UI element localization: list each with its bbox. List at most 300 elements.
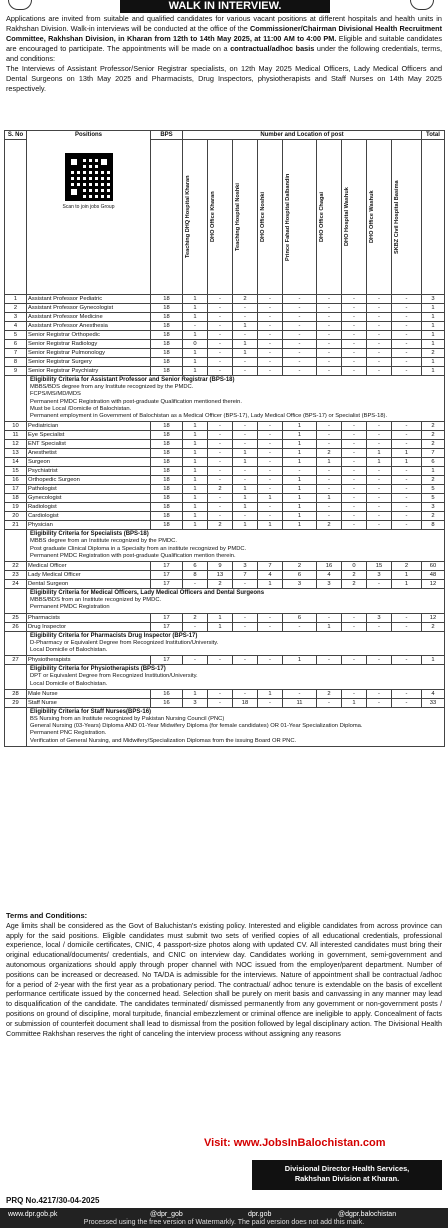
table-cell: 1	[183, 422, 208, 431]
eligibility-title: Eligibility Criteria for Pharmacists Drug Inspector (BPS-17)	[30, 632, 198, 639]
table-cell: -	[258, 304, 283, 313]
eligibility-line: Must be Local /Domicile of Balochistan.	[30, 405, 132, 412]
table-cell: 2	[233, 295, 258, 304]
table-cell: 13	[208, 571, 233, 580]
table-cell: 16	[317, 562, 342, 571]
table-cell: -	[233, 689, 258, 698]
table-row	[5, 698, 445, 707]
table-cell: 11	[283, 698, 317, 707]
position-name: Senior Registrar Radiology	[27, 340, 151, 349]
table-cell: 23	[5, 571, 27, 580]
signature-block	[252, 1160, 442, 1190]
table-row	[5, 295, 445, 304]
table-cell: -	[392, 622, 422, 631]
table-cell: -	[208, 449, 233, 458]
table-cell: -	[342, 503, 367, 512]
table-cell: 12	[422, 613, 445, 622]
table-cell: -	[317, 613, 342, 622]
table-cell: -	[342, 494, 367, 503]
table-cell: 1	[183, 358, 208, 367]
table-cell: -	[367, 340, 392, 349]
table-cell: -	[367, 295, 392, 304]
table-cell: 15	[367, 562, 392, 571]
table-cell: -	[208, 322, 233, 331]
table-cell: 1	[283, 656, 317, 665]
crit-blank	[5, 530, 27, 562]
crit-blank	[5, 376, 27, 422]
crit-blank	[5, 665, 27, 690]
table-cell: 1	[283, 485, 317, 494]
table-cell: -	[283, 349, 317, 358]
eligibility-line: Permanent PMDC Registration	[30, 604, 110, 611]
terms-section	[6, 911, 442, 1038]
table-cell: 1	[183, 313, 208, 322]
table-row	[5, 313, 445, 322]
table-cell: -	[233, 313, 258, 322]
table-cell: -	[392, 467, 422, 476]
table-cell: 18	[151, 431, 183, 440]
table-cell: 1	[392, 458, 422, 467]
table-cell: -	[392, 358, 422, 367]
table-cell: 2	[208, 580, 233, 589]
table-cell: -	[367, 304, 392, 313]
qr-caption: Scan to join jobs Group	[62, 204, 115, 210]
table-cell: -	[392, 340, 422, 349]
table-cell: 2	[208, 521, 233, 530]
table-cell: -	[233, 622, 258, 631]
qr-code-icon[interactable]	[65, 153, 113, 201]
left-emblem-icon	[8, 0, 32, 10]
footer-twitter[interactable]: @dpr_gob	[150, 1211, 183, 1218]
table-cell: 1	[283, 476, 317, 485]
table-cell: -	[317, 358, 342, 367]
eligibility-line: MBBS/BDS from an Institute recognized by PMDC.	[30, 597, 162, 604]
table-cell: 17	[151, 622, 183, 631]
table-cell: -	[183, 622, 208, 631]
position-name: Orthopedic Surgeon	[27, 476, 151, 485]
position-name: Senior Registrar Pulmonology	[27, 349, 151, 358]
table-cell: -	[342, 485, 367, 494]
table-cell: -	[367, 494, 392, 503]
table-cell: -	[367, 580, 392, 589]
location-header	[233, 140, 258, 295]
table-cell: 1	[392, 571, 422, 580]
table-cell: -	[208, 458, 233, 467]
table-cell: 3	[317, 580, 342, 589]
table-row	[5, 503, 445, 512]
table-cell: -	[342, 313, 367, 322]
table-cell: 11	[5, 431, 27, 440]
table-row	[5, 562, 445, 571]
terms-title: Terms and Conditions:	[6, 911, 88, 920]
table-cell: -	[233, 512, 258, 521]
table-cell: -	[342, 304, 367, 313]
position-name: Cardiologist	[27, 512, 151, 521]
table-cell: -	[258, 295, 283, 304]
intro-p1-tail: Eligible and suitable candidates are encouraged to participate. The appointments will be made on a	[6, 34, 442, 53]
table-cell: -	[208, 467, 233, 476]
eligibility-line: BS Nursing from an Institute recognized by Pakistan Nursing Council (PNC)	[30, 716, 225, 723]
table-cell: -	[208, 494, 233, 503]
table-cell: 1	[422, 340, 445, 349]
table-cell: 1	[283, 521, 317, 530]
header-bps-blank	[151, 140, 183, 295]
table-cell: 1	[233, 340, 258, 349]
table-cell: -	[233, 367, 258, 376]
table-cell: -	[208, 512, 233, 521]
intro-text	[6, 14, 442, 94]
table-cell: 14	[5, 458, 27, 467]
positions-label: Positions	[74, 132, 102, 138]
table-cell: -	[233, 358, 258, 367]
table-row	[5, 340, 445, 349]
page-title: WALK IN INTERVIEW.	[120, 0, 330, 13]
table-cell: 1	[422, 358, 445, 367]
table-cell: -	[258, 349, 283, 358]
table-cell: -	[258, 422, 283, 431]
table-cell: -	[392, 313, 422, 322]
table-cell: 28	[5, 689, 27, 698]
table-cell: -	[317, 340, 342, 349]
position-name: Psychiatrist	[27, 467, 151, 476]
table-cell: -	[283, 367, 317, 376]
table-cell: 1	[258, 689, 283, 698]
table-cell: -	[317, 476, 342, 485]
position-name: Eye Specialist	[27, 431, 151, 440]
table-cell: 4	[317, 571, 342, 580]
location-label: Prince Fahad Hospital Dalbandin	[285, 173, 291, 261]
table-cell: -	[367, 422, 392, 431]
eligibility-line: Post graduate Clinical Diploma in a Specialty from an institute recognized by PMDC.	[30, 545, 247, 552]
table-cell: -	[208, 331, 233, 340]
table-cell: 1	[283, 431, 317, 440]
table-cell: 1	[422, 331, 445, 340]
table-cell: 29	[5, 698, 27, 707]
table-cell: -	[258, 698, 283, 707]
table-cell: -	[367, 349, 392, 358]
eligibility-line: Permanent PMDC Registration with post-graduate Qualification mentioned therein.	[30, 398, 243, 405]
table-cell: -	[208, 340, 233, 349]
table-cell: -	[342, 367, 367, 376]
table-cell: 4	[5, 322, 27, 331]
table-cell: 3	[233, 562, 258, 571]
table-cell: 17	[151, 613, 183, 622]
intro-p1-bold: Commissioner/Chairman Divisional Health Recruitment Committee, Rakhshan Division, in Kharan from 12th to 14th May 2025, at 11:00 AM to 4:00 PM.	[6, 24, 443, 43]
eligibility-title: Eligibility Criteria for Medical Officers, Lady Medical Officers and Dental Surgeons	[30, 590, 265, 597]
table-row	[5, 571, 445, 580]
table-cell: 1	[183, 503, 208, 512]
table-row	[5, 331, 445, 340]
table-cell: -	[258, 367, 283, 376]
table-cell: -	[392, 656, 422, 665]
table-cell: 9	[208, 562, 233, 571]
table-cell: -	[342, 613, 367, 622]
table-cell: 1	[183, 295, 208, 304]
table-cell: -	[317, 295, 342, 304]
position-name: Dental Surgeon	[27, 580, 151, 589]
table-cell: -	[283, 322, 317, 331]
visit-link[interactable]: Visit: www.JobsInBalochistan.com	[204, 1137, 386, 1149]
table-cell: 7	[233, 571, 258, 580]
table-cell: 48	[422, 571, 445, 580]
eligibility-line: Verification of General Nursing, and Midwifery/Specialization Diplomas from the issuing Board OR PNC.	[30, 737, 297, 744]
table-cell: -	[183, 656, 208, 665]
table-cell: -	[367, 440, 392, 449]
table-cell: 18	[151, 304, 183, 313]
eligibility-title: Eligibility Criteria for Staff Nurses(BPS-16)	[30, 708, 152, 715]
table-row	[5, 512, 445, 521]
table-cell: -	[317, 422, 342, 431]
table-cell: 3	[183, 698, 208, 707]
intro-p2: The Interviews of Assistant Professor/Senior Registrar specialists, on 12th May 2025 Medical Officers, Lady Medical Officers and Dental Surgeons on 13th May 2025 and Pharmacists, Drug Inspectors, physiotherapists and Staff Nurses on 14th May 2025 respectively.	[6, 64, 442, 93]
table-cell: 3	[367, 613, 392, 622]
table-cell: -	[342, 295, 367, 304]
table-row	[5, 422, 445, 431]
table-cell: 2	[422, 349, 445, 358]
table-row	[5, 349, 445, 358]
position-name: Medical Officer	[27, 562, 151, 571]
table-cell: 1	[283, 494, 317, 503]
table-cell: -	[367, 698, 392, 707]
table-cell: 1	[422, 467, 445, 476]
position-name: Anesthetist	[27, 449, 151, 458]
table-cell: -	[283, 358, 317, 367]
location-label: DHO Office Washuk	[369, 190, 375, 244]
table-row	[5, 458, 445, 467]
position-name: Assistant Professor Gynecologist	[27, 304, 151, 313]
table-cell: 1	[5, 295, 27, 304]
location-label: DHO Office Noshki	[260, 191, 266, 243]
position-name: Assistant Professor Anesthesia	[27, 322, 151, 331]
table-cell: -	[317, 331, 342, 340]
table-cell: 6	[422, 458, 445, 467]
table-cell: 1	[183, 304, 208, 313]
table-cell: 9	[5, 367, 27, 376]
location-header	[342, 140, 367, 295]
eligibility-line: Permanent PNC Registration.	[30, 730, 107, 737]
table-cell: 18	[151, 440, 183, 449]
eligibility-line: Permanent employment in Government of Balochistan as a Medical Officer (BPS-17), Lady Medical Office (BPS-17) or Specialist (BPS-18).	[30, 413, 388, 420]
table-cell: 1	[422, 322, 445, 331]
position-name: Pathologist	[27, 485, 151, 494]
header-total-blank	[422, 140, 445, 295]
table-cell: -	[342, 656, 367, 665]
table-cell: 12	[5, 440, 27, 449]
footer-facebook[interactable]: @dgpr.balochistan	[338, 1211, 397, 1218]
eligibility-line: MBBS/BDS degree from any Institute recognized by the PMDC.	[30, 384, 194, 391]
table-cell: 2	[283, 562, 317, 571]
eligibility-line: MBBS degree from an Institute recognized by the PMDC.	[30, 538, 177, 545]
table-cell: -	[233, 304, 258, 313]
table-cell: -	[392, 367, 422, 376]
table-cell: -	[258, 458, 283, 467]
table-cell: -	[317, 512, 342, 521]
table-cell: -	[367, 512, 392, 521]
table-cell: -	[258, 467, 283, 476]
header-bps: BPS	[151, 131, 183, 140]
table-cell: 6	[283, 613, 317, 622]
table-cell: -	[317, 440, 342, 449]
table-row	[5, 431, 445, 440]
header	[0, 0, 448, 14]
table-cell: 1	[392, 580, 422, 589]
table-row	[5, 367, 445, 376]
intro-p1-bold2: contractual/adhoc basis	[230, 44, 315, 53]
table-cell: -	[342, 512, 367, 521]
table-cell: -	[258, 656, 283, 665]
table-cell: 1	[183, 458, 208, 467]
table-cell: 7	[422, 449, 445, 458]
table-cell: 4	[258, 571, 283, 580]
eligibility-title: Eligibility Criteria for Physiotherapists (BPS-17)	[30, 666, 166, 673]
table-cell: 1	[258, 580, 283, 589]
table-cell: -	[233, 331, 258, 340]
table-cell: 18	[5, 494, 27, 503]
eligibility-title: Eligibility Criteria for Specialists (BPS-18)	[30, 531, 149, 538]
table-cell: -	[392, 476, 422, 485]
position-name: Senior Registrar Psychiatry	[27, 367, 151, 376]
table-cell: -	[233, 422, 258, 431]
table-cell: 1	[208, 613, 233, 622]
table-cell: -	[342, 431, 367, 440]
eligibility-line: Local Domicile of Balochistan.	[30, 680, 108, 687]
table-cell: -	[367, 503, 392, 512]
table-row	[5, 689, 445, 698]
table-cell: 33	[422, 698, 445, 707]
location-header	[208, 140, 233, 295]
crit-blank	[5, 589, 27, 614]
table-cell: -	[233, 580, 258, 589]
table-cell: 8	[422, 521, 445, 530]
table-row	[5, 476, 445, 485]
table-cell: -	[317, 503, 342, 512]
header-total: Total	[422, 131, 445, 140]
right-emblem-icon	[410, 0, 434, 10]
table-cell: 20	[5, 512, 27, 521]
table-cell: 17	[151, 580, 183, 589]
prq-number: PRQ No.4217/30-04-2025	[6, 1196, 100, 1205]
table-cell: -	[208, 313, 233, 322]
eligibility-title: Eligibility Criteria for Assistant Professor and Senior Registrar (BPS-18)	[30, 377, 235, 383]
table-cell: 6	[283, 571, 317, 580]
table-cell: -	[258, 358, 283, 367]
location-header	[258, 140, 283, 295]
table-cell: -	[317, 485, 342, 494]
table-cell: 1	[317, 622, 342, 631]
location-header	[183, 140, 208, 295]
intro-p1-tail2: under the following credentials, terms, and conditions:	[6, 44, 442, 63]
eligibility-row	[5, 376, 445, 422]
table-cell: -	[317, 349, 342, 358]
position-name: Radiologist	[27, 503, 151, 512]
table-cell: 6	[5, 340, 27, 349]
table-cell: 18	[151, 349, 183, 358]
table-cell: 1	[233, 322, 258, 331]
table-cell: 1	[367, 449, 392, 458]
table-cell: -	[392, 503, 422, 512]
table-cell: 1	[283, 449, 317, 458]
location-header	[367, 140, 392, 295]
table-cell: -	[208, 304, 233, 313]
table-cell: -	[367, 322, 392, 331]
table-cell: -	[233, 467, 258, 476]
table-cell: -	[342, 358, 367, 367]
table-cell: 1	[183, 476, 208, 485]
eligibility-line: Permanent PMDC Registration with post-graduate Qualification mention therein.	[30, 552, 236, 559]
table-cell: 4	[422, 689, 445, 698]
table-cell: 17	[151, 656, 183, 665]
table-cell: 5	[422, 485, 445, 494]
table-cell: -	[283, 340, 317, 349]
table-cell: 1	[233, 349, 258, 358]
table-cell: 2	[422, 431, 445, 440]
header-sno: S. No	[5, 131, 27, 140]
table-cell: -	[342, 440, 367, 449]
table-row	[5, 358, 445, 367]
table-cell: -	[367, 313, 392, 322]
eligibility-row	[5, 665, 445, 690]
table-cell: 1	[422, 313, 445, 322]
table-cell: 17	[151, 571, 183, 580]
table-cell: 17	[5, 485, 27, 494]
table-cell: -	[392, 304, 422, 313]
table-cell: -	[367, 331, 392, 340]
table-cell: 1	[342, 698, 367, 707]
position-name: Gynecologist	[27, 494, 151, 503]
table-cell: 1	[317, 494, 342, 503]
location-label: SKBZ Civil Hospital Basima	[394, 180, 400, 254]
table-cell: -	[258, 622, 283, 631]
table-cell: 1	[183, 449, 208, 458]
table-cell: 18	[151, 485, 183, 494]
eligibility-criteria	[27, 707, 445, 746]
table-cell: -	[258, 503, 283, 512]
footer-web[interactable]: www.dpr.gob.pk	[8, 1211, 58, 1218]
table-cell: 18	[151, 422, 183, 431]
table-cell: 18	[151, 313, 183, 322]
table-cell: 18	[151, 367, 183, 376]
table-cell: -	[283, 467, 317, 476]
table-cell: -	[283, 313, 317, 322]
table-cell: 22	[5, 562, 27, 571]
table-cell: -	[258, 440, 283, 449]
table-cell: 1	[422, 656, 445, 665]
table-cell: -	[342, 689, 367, 698]
table-cell: -	[392, 521, 422, 530]
eligibility-line: D-Pharmacy or Equivalent Degree from Recognized Institution/University.	[30, 639, 219, 646]
signature-line1: Divisional Director Health Services,	[284, 1164, 410, 1173]
table-cell: 1	[317, 458, 342, 467]
footer-site[interactable]: dpr.gob	[248, 1211, 272, 1218]
table-cell: 18	[151, 494, 183, 503]
table-cell: 1	[283, 503, 317, 512]
table-cell: -	[233, 431, 258, 440]
watermark-text: Processed using the free version of Watermarkly. The paid version does not add this mark.	[83, 1219, 365, 1226]
table-cell: -	[367, 622, 392, 631]
table-cell: 2	[422, 440, 445, 449]
table-cell: -	[283, 304, 317, 313]
table-cell: -	[258, 431, 283, 440]
table-cell: -	[342, 449, 367, 458]
position-name: ENT Specialist	[27, 440, 151, 449]
table-cell: -	[342, 521, 367, 530]
table-cell: 1	[183, 331, 208, 340]
eligibility-row	[5, 631, 445, 656]
table-cell: -	[342, 340, 367, 349]
eligibility-criteria	[27, 631, 445, 656]
table-cell: -	[208, 440, 233, 449]
table-cell: -	[208, 476, 233, 485]
